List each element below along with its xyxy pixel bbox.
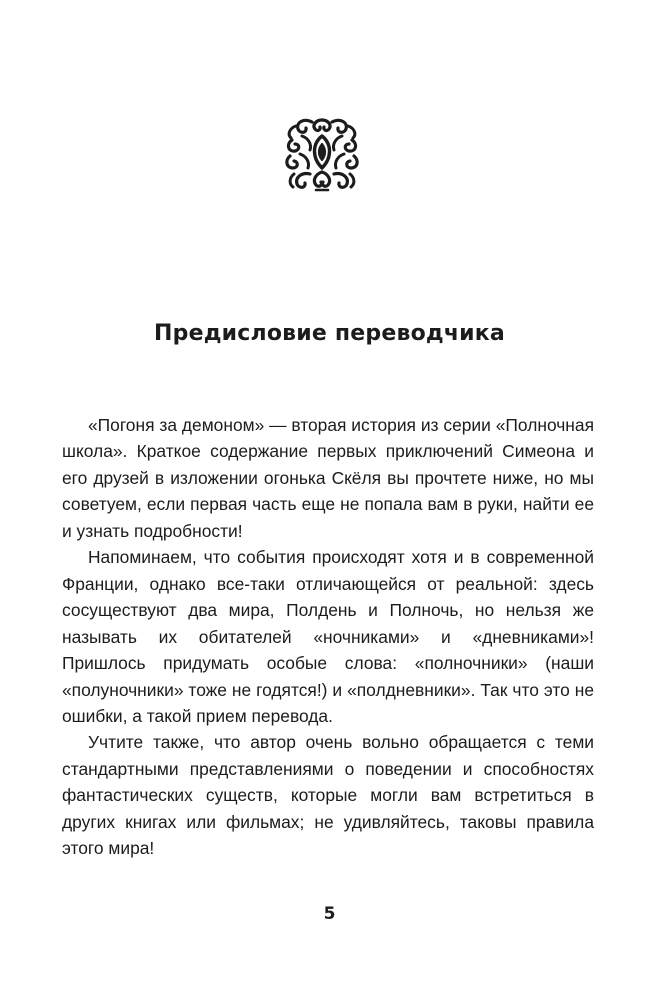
floral-ornament-icon xyxy=(282,116,362,192)
page-title: Предисловие переводчика xyxy=(154,321,505,346)
paragraph: Напоминаем, что события происходят хотя и в современной Франции, однако все-таки отличающейся от реальной: здесь сосуществуют два мира, Полдень и Полночь, но нельзя же называть их обитателей «ночниками» и «дневниками»! Пришлось придумать особые слова: «полночники» (наши «полуночники» тоже не годятся!) и «полдневники». Так что это не ошибки, а такой прием перевода. xyxy=(62,547,594,726)
preface-body xyxy=(62,412,594,862)
paragraph: «Погоня за демоном» — вторая история из серии «Полночная школа». Краткое содержание первых приключений Симеона и его друзей в изложении огонька Скёля вы прочтете ниже, но мы советуем, если первая часть еще не попала вам в руки, найти ее и узнать подробности! xyxy=(62,415,594,541)
page-number: 5 xyxy=(323,904,336,924)
paragraph: Учтите также, что автор очень вольно обращается с теми стандартными представлениями о поведении и способностях фантастических существ, которые могли вам встретиться в других книгах или фильмах; не удивляйтесь, таковы правила этого мира! xyxy=(62,732,594,859)
